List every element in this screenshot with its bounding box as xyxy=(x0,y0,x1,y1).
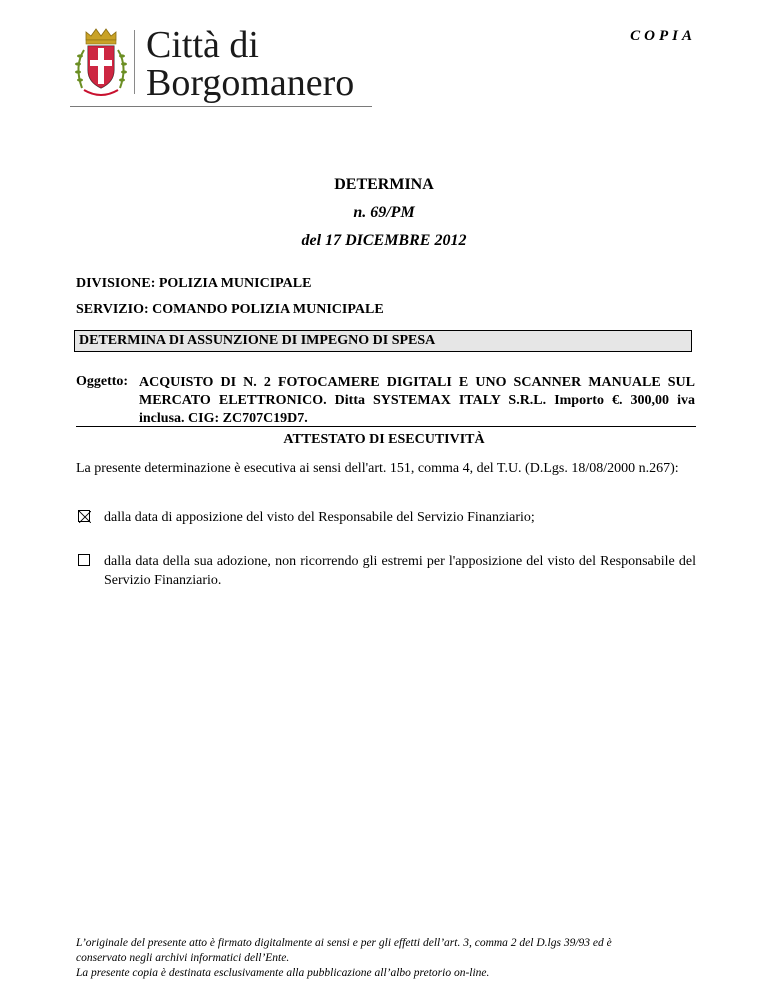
checked-checkbox-icon xyxy=(78,510,90,522)
logo-line-2: Borgomanero xyxy=(146,62,355,104)
option-row-adoption-date xyxy=(78,552,698,592)
subject-text: ACQUISTO DI N. 2 FOTOCAMERE DIGITALI E UNO SCANNER MANUALE SUL MERCATO ELETTRONICO. Ditta SYSTEMAX ITALY S.R.L. Importo €. 300,00 iva inclusa. CIG: ZC707C19D7. xyxy=(139,375,695,426)
option-text: dalla data di apposizione del visto del Responsabile del Servizio Finanziario; xyxy=(104,510,535,525)
logo-underline xyxy=(70,106,372,107)
footer-line-2: conservato negli archivi informatici dell’Ente. xyxy=(76,952,290,964)
logo-line-1: Città di xyxy=(146,24,259,66)
footer-note xyxy=(76,936,716,981)
empty-checkbox-icon xyxy=(78,554,90,566)
city-crest-icon xyxy=(70,26,132,104)
document-title: DETERMINA xyxy=(334,176,434,193)
attestation-title: ATTESTATO DI ESECUTIVITÀ xyxy=(283,432,485,447)
service-line: SERVIZIO: COMANDO POLIZIA MUNICIPALE xyxy=(76,302,384,317)
logo-divider xyxy=(134,30,135,94)
footer-line-1: L’originale del presente atto è firmato digitalmente ai sensi e per gli effetti dell’art. 3, comma 2 del D.lgs 39/93 ed è xyxy=(76,937,612,949)
document-number: n. 69/PM xyxy=(353,204,415,221)
determination-type-box: DETERMINA DI ASSUNZIONE DI IMPEGNO DI SPESA xyxy=(74,330,692,352)
attestation-intro: La presente determinazione è esecutiva ai sensi dell'art. 151, comma 4, del T.U. (D.Lgs. 18/08/2000 n.267): xyxy=(76,461,679,476)
city-logo xyxy=(70,26,370,108)
option-row-financial-visa xyxy=(78,508,698,528)
document-date: del 17 DICEMBRE 2012 xyxy=(301,232,467,249)
subject-divider xyxy=(76,426,696,427)
option-text: dalla data della sua adozione, non ricorrendo gli estremi per l'apposizione del visto del Responsabile del Servizio Finanziario. xyxy=(104,554,696,588)
division-line: DIVISIONE: POLIZIA MUNICIPALE xyxy=(76,276,312,291)
copy-mark: COPIA xyxy=(630,28,696,44)
subject-label: Oggetto: xyxy=(76,374,129,389)
footer-line-3: La presente copia è destinata esclusivamente alla pubblicazione all’albo pretorio on-line. xyxy=(76,967,490,979)
